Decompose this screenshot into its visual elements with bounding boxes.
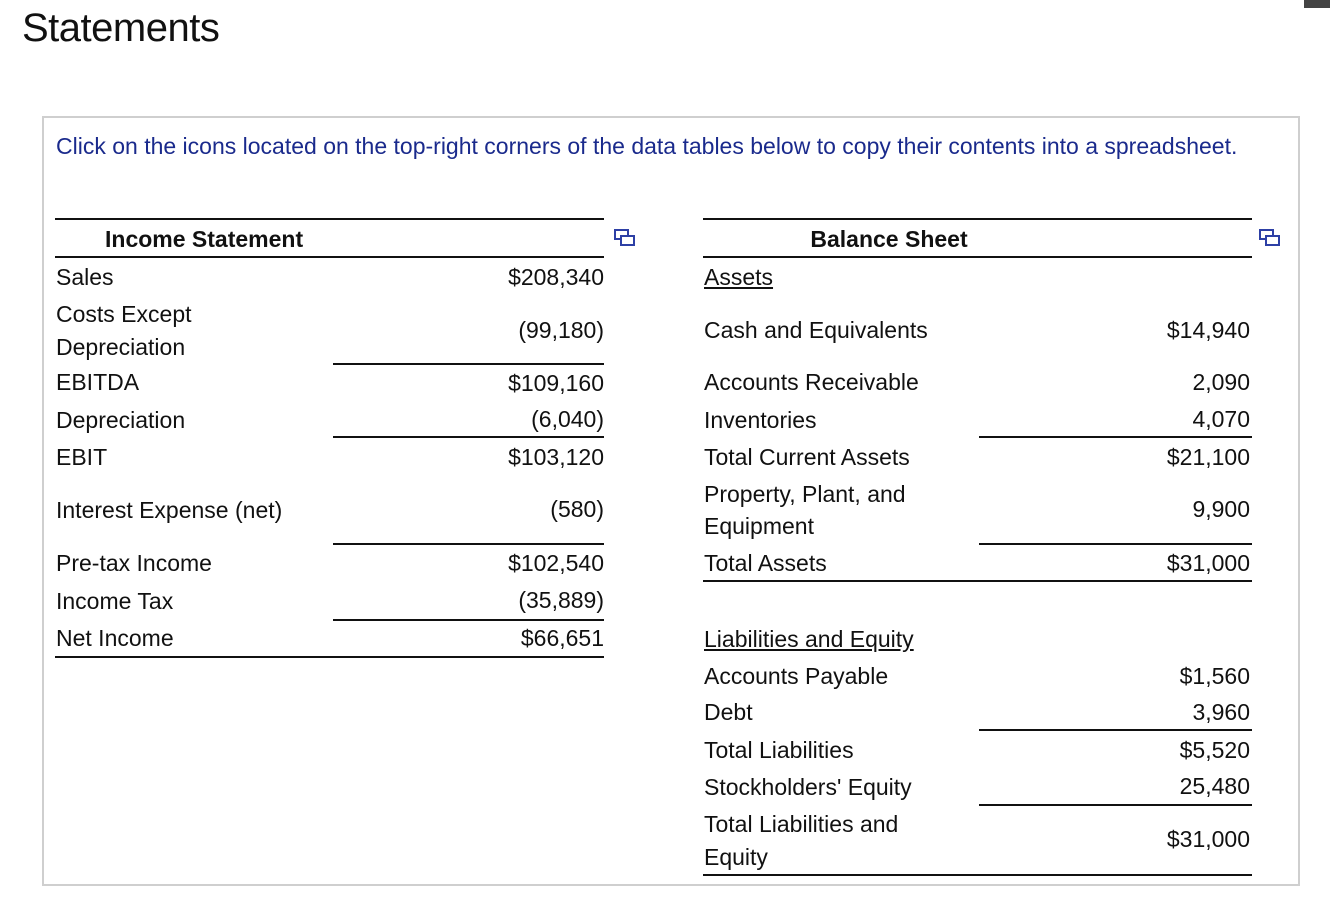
table-top-rule xyxy=(55,218,604,220)
balance-row-value: $1,560 xyxy=(1179,663,1250,689)
income-row-label: Pre-tax Income xyxy=(56,550,212,576)
header-rule xyxy=(703,256,1252,258)
balance-row-value: $21,100 xyxy=(1166,444,1250,470)
income-row-value: $102,540 xyxy=(508,550,604,576)
income-row-label: Net Income xyxy=(56,625,174,651)
table-bottom-rule xyxy=(703,874,1252,876)
subtotal-rule xyxy=(333,436,604,438)
balance-row-label: Inventories xyxy=(704,407,817,433)
copy-icon[interactable] xyxy=(614,228,636,248)
subtotal-rule xyxy=(979,804,1252,806)
balance-row-value: 3,960 xyxy=(1192,699,1250,725)
balance-row-label: Debt xyxy=(704,699,753,725)
income-row-label: EBIT xyxy=(56,444,108,470)
balance-row-value: 25,480 xyxy=(1179,773,1250,799)
income-row-value: $103,120 xyxy=(508,444,604,470)
subtotal-rule xyxy=(333,619,604,621)
table-top-rule xyxy=(703,218,1252,220)
income-row-label: Income Tax xyxy=(56,588,174,614)
table-bottom-rule xyxy=(55,656,604,658)
scrollbar-thumb[interactable] xyxy=(1304,0,1330,8)
income-row-value: (580) xyxy=(550,496,604,522)
liabilities-heading: Liabilities and Equity xyxy=(704,626,914,652)
balance-row-label: Cash and Equivalents xyxy=(704,317,928,343)
balance-sheet-header: Balance Sheet xyxy=(810,226,968,252)
balance-row-value: 2,090 xyxy=(1192,369,1250,395)
assets-heading: Assets xyxy=(704,264,774,290)
income-row-label: EBITDA xyxy=(56,369,140,395)
income-statement-header: Income Statement xyxy=(105,226,304,252)
page-title: Statements xyxy=(22,6,220,50)
balance-row-label: Accounts Payable xyxy=(704,663,889,689)
balance-row-value: 9,900 xyxy=(1192,496,1250,522)
subtotal-rule xyxy=(979,543,1252,545)
balance-row-label: Total Liabilities and Equity xyxy=(704,811,899,870)
balance-row-label: Property, Plant, and Equipment xyxy=(704,481,906,539)
income-row-value: (35,889) xyxy=(518,587,604,613)
balance-row-label: Total Assets xyxy=(704,550,827,576)
balance-row-value: 4,070 xyxy=(1192,406,1250,432)
income-row-value: $208,340 xyxy=(508,264,604,290)
subtotal-rule xyxy=(979,436,1252,438)
income-row-label: Depreciation xyxy=(56,407,186,433)
balance-row-label: Total Liabilities xyxy=(704,737,854,763)
income-row-value: $66,651 xyxy=(520,625,604,651)
balance-row-label: Accounts Receivable xyxy=(704,369,919,395)
income-row-label: Costs Except Depreciation xyxy=(56,301,192,360)
balance-row-label: Stockholders' Equity xyxy=(704,774,912,800)
income-row-label: Interest Expense (net) xyxy=(56,497,283,523)
subtotal-rule xyxy=(333,363,604,365)
balance-row-value: $14,940 xyxy=(1166,317,1250,343)
income-row-label: Sales xyxy=(56,264,114,290)
header-rule xyxy=(55,256,604,258)
copy-icon[interactable] xyxy=(1259,228,1281,248)
balance-row-value: $31,000 xyxy=(1166,826,1250,852)
subtotal-rule xyxy=(333,543,604,545)
income-row-value: (99,180) xyxy=(518,317,604,343)
balance-row-value: $31,000 xyxy=(1166,550,1250,576)
instruction-text: Click on the icons located on the top-right corners of the data tables below to copy their contents into a spreadsheet. xyxy=(56,133,1238,159)
income-row-value: $109,160 xyxy=(508,370,604,396)
income-row-value: (6,040) xyxy=(531,406,604,432)
subtotal-rule xyxy=(979,729,1252,731)
balance-row-value: $5,520 xyxy=(1179,737,1250,763)
section-rule xyxy=(703,580,1252,582)
balance-row-label: Total Current Assets xyxy=(704,444,910,470)
